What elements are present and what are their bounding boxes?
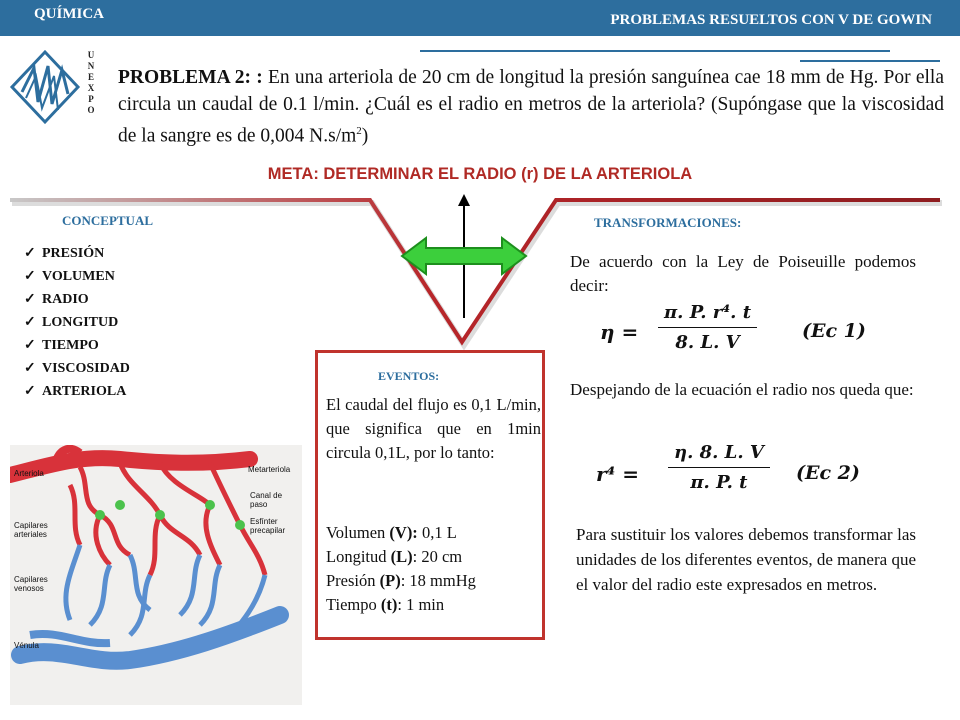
label-capilares-venosos: Capilares venosos [14,575,48,593]
check-icon: ✓ [24,315,36,330]
header-divider-short [800,60,940,62]
check-icon: ✓ [24,269,36,284]
check-icon: ✓ [24,338,36,353]
concept-label: VISCOSIDAD [42,361,130,376]
event-symbol: (P) [379,571,401,590]
header-bar [0,0,960,36]
event-label: Tiempo [326,595,381,614]
eq2-numerator: η. 8. L. V [668,442,770,468]
event-symbol: (t) [380,595,398,614]
concept-item [24,288,130,311]
concept-item [24,357,130,380]
concept-label: PRESIÓN [42,246,105,261]
transformations-heading: TRANSFORMACIONES: [594,215,742,230]
concept-item [24,265,130,288]
logo-letter: X [87,83,95,93]
logo-letter: O [87,105,95,115]
eq1-fraction [658,302,757,353]
transformations-middle: Despejando de la ecuación el radio nos queda que: [570,380,914,399]
event-value: : 20 cm [412,547,463,566]
eq2-tag: (Ec 2) [796,462,860,484]
eq2-fraction [668,442,770,493]
logo-letter: U [87,50,95,60]
concept-label: LONGITUD [42,315,119,330]
events-heading: EVENTOS: [378,369,440,383]
check-icon: ✓ [24,361,36,376]
header-divider [420,50,890,52]
check-icon: ✓ [24,246,36,261]
event-label: Volumen [326,523,390,542]
problem-text: En una arteriola de 20 cm de longitud la presión sanguínea cae 18 mm de Hg. Por ella circula un caudal de 0.1 l/min. ¿Cuál es el radio en metros de la arteriola? (Supóngase que la viscosidad de la sangre es de 0,004 N.s/m [118,67,944,147]
event-value-row [326,545,476,569]
eq1-denominator: 8. L. V [675,332,740,353]
concept-item [24,380,130,403]
label-venula: Vénula [14,641,39,650]
eq2-lhs: r⁴ = [596,462,640,486]
label-metarteriola: Metarteriola [248,465,291,474]
concept-item [24,334,130,357]
transformations-intro: De acuerdo con la Ley de Poiseuille podemos decir: [570,252,916,295]
check-icon: ✓ [24,292,36,307]
event-value-row [326,593,476,617]
equation-1 [600,300,940,360]
event-symbol: (L) [390,547,413,566]
events-description: El caudal del flujo es 0,1 L/min, que significa que en 1min circula 0,1L, por lo tanto: [326,395,541,462]
concept-item [24,311,130,334]
conceptual-heading: CONCEPTUAL [62,213,154,228]
event-label: Presión [326,571,380,590]
events-values [326,521,476,617]
label-canal: Canal de paso [250,491,283,509]
eq1-lhs: η = [600,320,639,344]
problem-label: PROBLEMA 2: : [118,67,263,88]
logo-letter: E [87,72,94,82]
problem-text-end: ) [361,125,369,147]
event-value-row [326,569,476,593]
unexpo-logo-icon [8,48,82,126]
label-capilares-arteriales: Capilares arteriales [14,521,48,539]
subject-title: QUÍMICA [34,6,104,22]
capillary-illustration [10,445,302,705]
event-label: Longitud [326,547,391,566]
unexpo-vertical-text [84,50,98,116]
event-value-row [326,521,476,545]
concept-label: VOLUMEN [42,269,115,284]
event-value: 0,1 L [417,523,457,542]
concept-item [24,242,130,265]
eq1-numerator: π. P. r⁴. t [658,302,757,328]
check-icon: ✓ [24,384,36,399]
problem-superscript: 2 [356,125,362,137]
event-value: : 18 mmHg [400,571,476,590]
concept-label: RADIO [42,292,89,307]
equation-2 [596,440,936,500]
logo-letter: P [88,94,94,104]
concept-label: TIEMPO [42,338,99,353]
logo-letter: N [87,61,95,71]
label-arteriola: Arteriola [14,469,44,478]
concept-label: ARTERIOLA [42,384,127,399]
event-value: : 1 min [397,595,445,614]
concept-list [24,242,130,403]
events-box [315,350,545,640]
eq2-denominator: π. P. t [690,472,748,493]
vertical-arrowhead-icon [458,194,470,206]
goal-title: META: DETERMINAR EL RADIO (r) DE LA ARTERIOLA [267,165,693,183]
transformations-closing: Para sustituir los valores debemos transformar las unidades de los diferentes eventos, de manera que el valor del radio este expresados en metros. [576,525,916,594]
label-esfinter: Esfínter precapilar [250,517,286,535]
event-symbol: (V): [389,523,418,542]
problem-statement [118,64,944,150]
series-title: PROBLEMAS RESUELTOS CON V DE GOWIN [610,12,932,28]
eq1-tag: (Ec 1) [802,320,866,342]
